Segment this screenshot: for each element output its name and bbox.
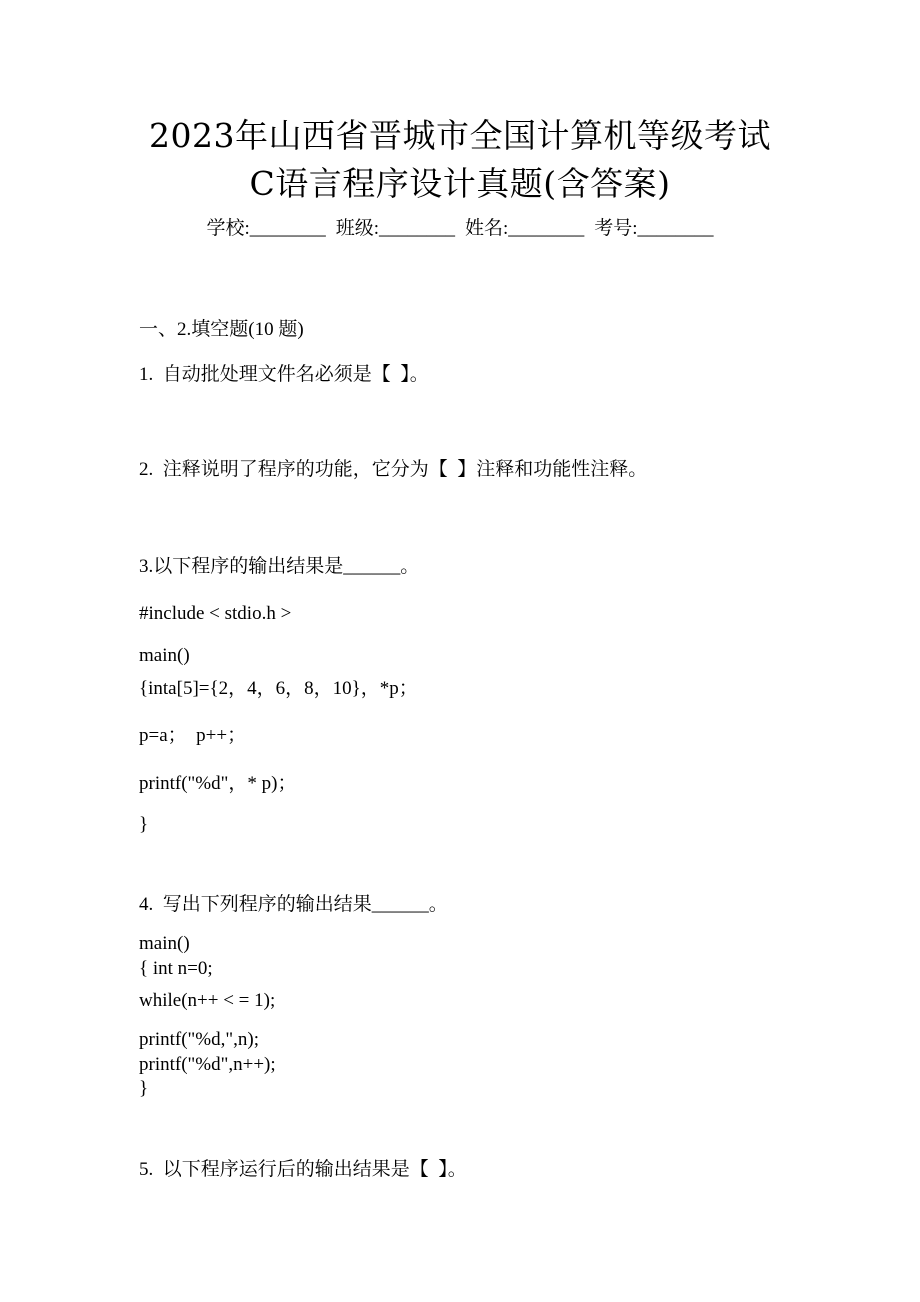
q3-code-line: #include < stdio.h > [139, 603, 292, 624]
q4-code-line: printf("%d",n++); [139, 1054, 276, 1075]
q3-code-line: } [139, 814, 149, 835]
q4-code-line: main() [139, 933, 190, 954]
q3-code-line: p=a； p++； [139, 725, 247, 746]
q4-code-line: { int n=0; [139, 958, 213, 979]
class-field: 班级:________ [335, 218, 455, 239]
student-info-row [0, 216, 920, 242]
q4-code-line: printf("%d,",n); [139, 1029, 259, 1050]
question-5: 5. 以下程序运行后的输出结果是【 】。 [139, 1159, 467, 1180]
exam-title-line-2: C语言程序设计真题(含答案) [249, 164, 671, 203]
q3-code-line: {inta[5]={2，4，6，8，10}，*p； [139, 678, 418, 699]
question-3: 3.以下程序的输出结果是______。 [139, 556, 420, 577]
question-1: 1. 自动批处理文件名必须是【 】。 [139, 364, 429, 385]
name-field: 姓名:________ [465, 218, 585, 239]
question-2: 2. 注释说明了程序的功能，它分为【 】注释和功能性注释。 [139, 459, 648, 480]
q3-code-line: printf("%d"，* p)； [139, 773, 297, 794]
section-heading: 一、2.填空题(10 题) [139, 319, 304, 340]
exam-number-field: 考号:________ [594, 218, 714, 239]
q3-code-line: main() [139, 645, 190, 666]
school-field: 学校:________ [206, 218, 326, 239]
question-4: 4. 写出下列程序的输出结果______。 [139, 894, 448, 915]
q4-code-line: } [139, 1078, 149, 1099]
q4-code-line: while(n++ < = 1); [139, 990, 276, 1011]
exam-title-line-1: 2023年山西省晋城市全国计算机等级考试 [149, 116, 771, 155]
